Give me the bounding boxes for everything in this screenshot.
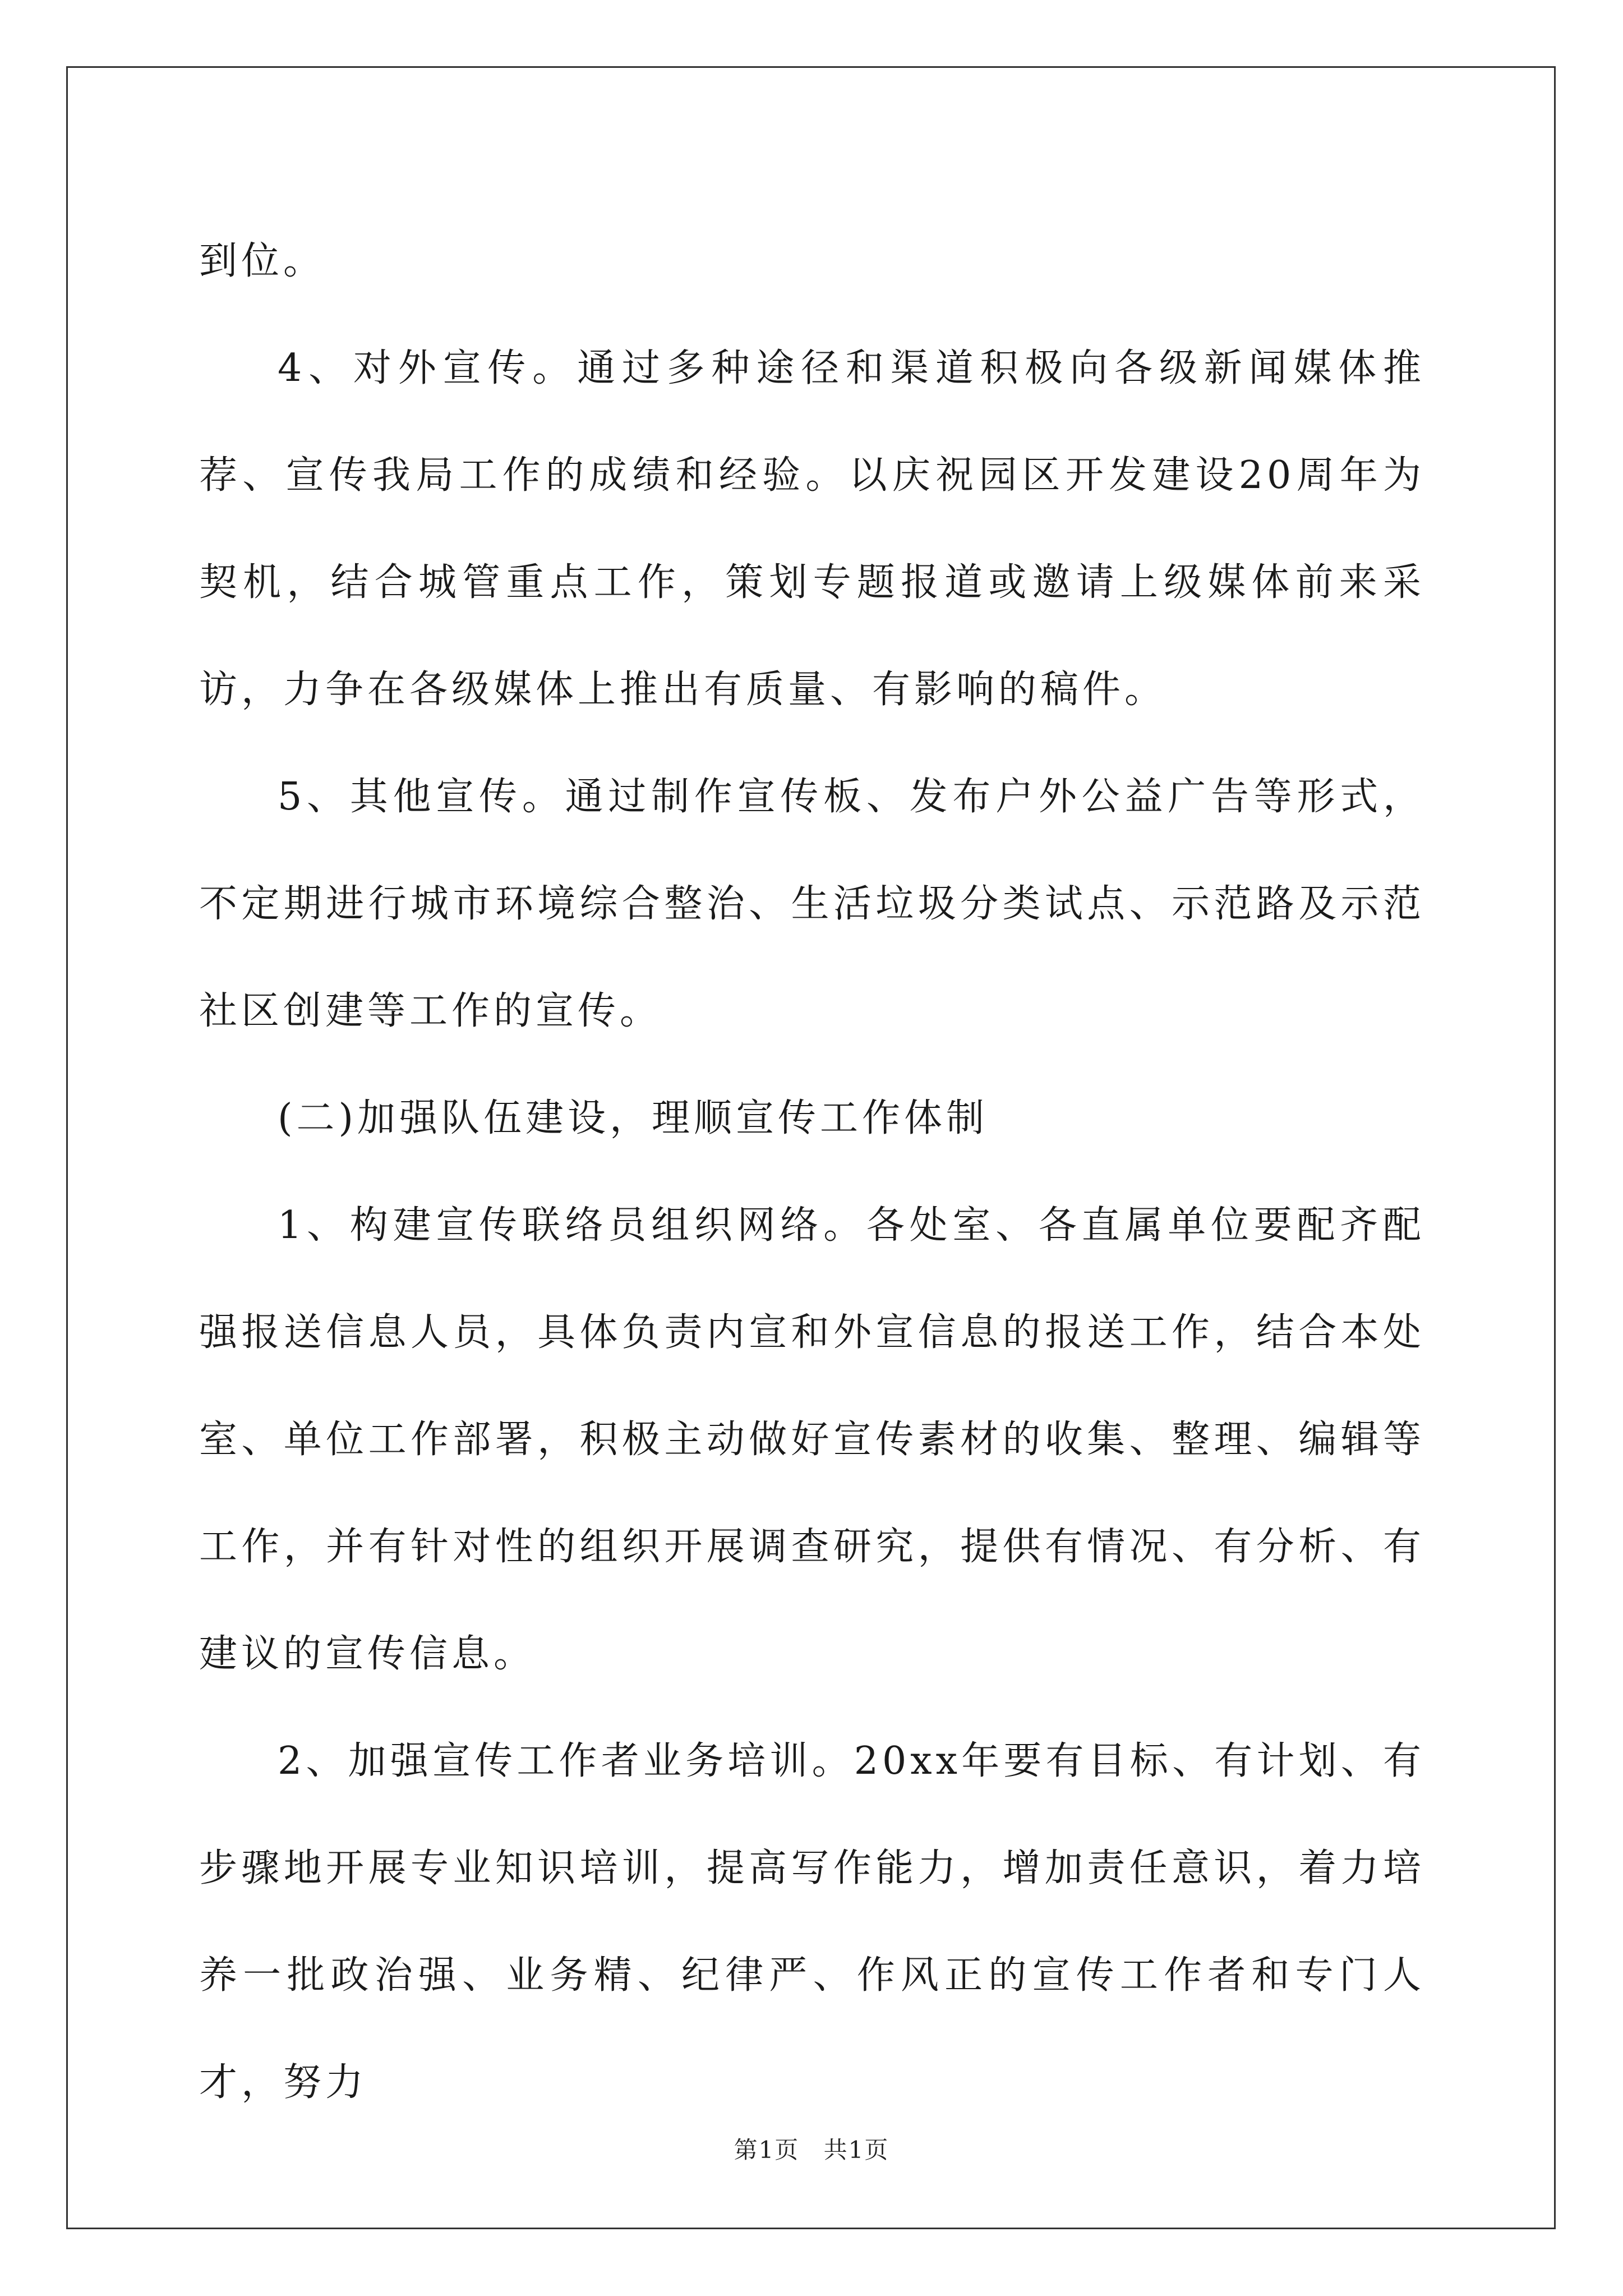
paragraph-3: 5、其他宣传。通过制作宣传板、发布户外公益广告等形式，不定期进行城市环境综合整治、生活垃圾分类试点、示范路及示范社区创建等工作的宣传。 [199,775,1425,1033]
page-total: 共1页 [823,2136,889,2164]
document-body [199,208,1425,2136]
paragraph-2: 4、对外宣传。通过多种途径和渠道积极向各级新闻媒体推荐、宣传我局工作的成绩和经验。以庆祝园区开发建设20周年为契机，结合城管重点工作，策划专题报道或邀请上级媒体前来采访，力争在各级媒体上推出有质量、有影响的稿件。 [199,346,1425,712]
paragraph-4: 1、构建宣传联络员组织网络。各处室、各直属单位要配齐配强报送信息人员，具体负责内宣和外宣信息的报送工作，结合本处室、单位工作部署，积极主动做好宣传素材的收集、整理、编辑等工作，并有针对性的组织开展调查研究，提供有情况、有分析、有建议的宣传信息。 [199,1203,1425,1676]
paragraph-5: 2、加强宣传工作者业务培训。20xx年要有目标、有计划、有步骤地开展专业知识培训，提高写作能力，增加责任意识，着力培养一批政治强、业务精、纪律严、作风正的宣传工作者和专门人才，努力 [199,1739,1425,2105]
page-footer [0,2132,1623,2165]
paragraph-1: 到位。 [199,239,326,283]
section-heading: (二)加强队伍建设，理顺宣传工作体制 [278,1096,989,1140]
page-number: 第1页 [734,2136,800,2164]
